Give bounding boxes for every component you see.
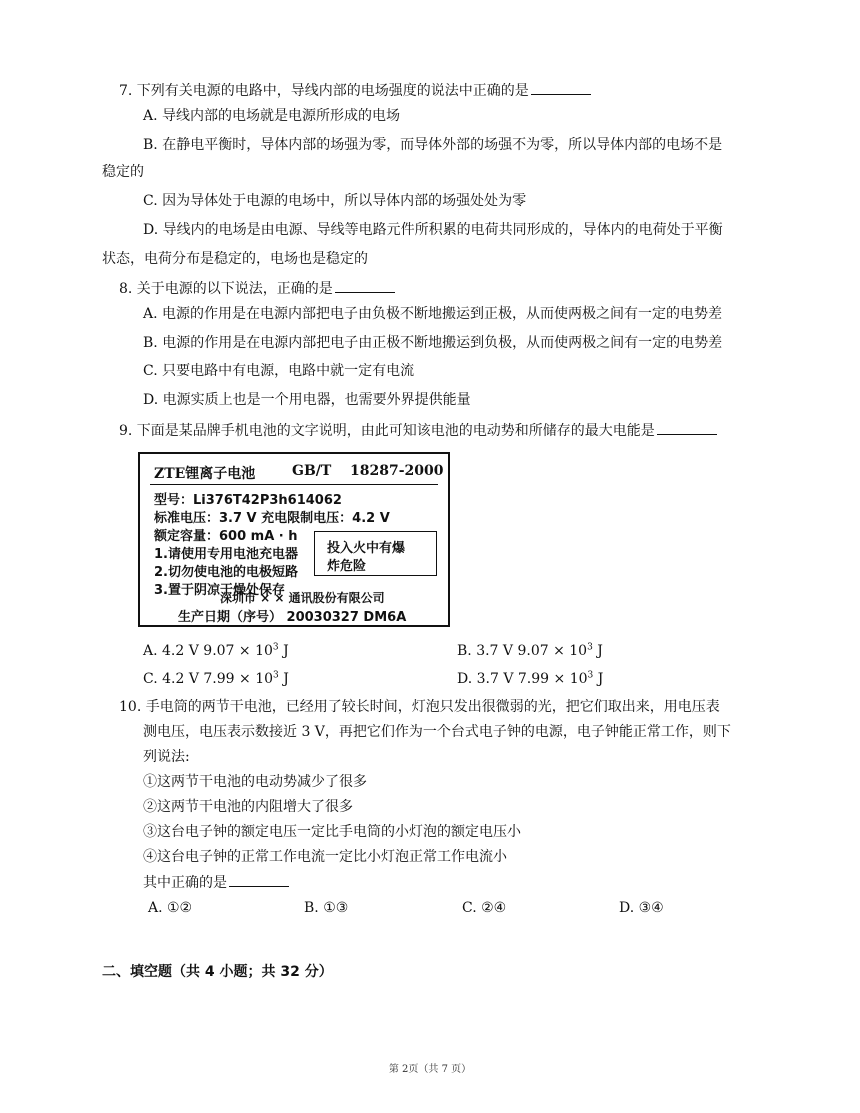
q9-option-b: B. 3.7 V $9.07 \times 10^3$ J xyxy=(457,642,603,659)
section-heading: 二、填空题（共 4 小题；共 32 分） xyxy=(102,964,333,980)
label-voltage: 标准电压：3.7 V 充电限制电压：4.2 V xyxy=(154,511,390,526)
label-standard: GB/T xyxy=(292,463,332,479)
q10-stem-line-3: 列说法: xyxy=(143,749,190,765)
answer-blank[interactable] xyxy=(657,420,717,435)
q10-option-d: D. ③④ xyxy=(619,900,664,916)
q8-option-c: C. 只要电路中有电源，电路中就一定有电流 xyxy=(143,363,415,379)
q8-option-d: D. 电源实质上也是一个用电器，也需要外界提供能量 xyxy=(143,392,471,408)
label-warning-box xyxy=(314,531,437,576)
label-note-1: 1.请使用专用电池充电器 xyxy=(154,547,298,562)
q7-option-b: B. 在静电平衡时，导体内部的场强为零，而导体外部的场强不为零，所以导体内部的电场不是 xyxy=(143,137,723,153)
q10-statement-2: ②这两节干电池的内阻增大了很多 xyxy=(143,799,353,815)
q9-stem: 9. 下面是某品牌手机电池的文字说明，由此可知该电池的电动势和所储存的最大电能是 xyxy=(119,420,717,441)
q7-option-c: C. 因为导体处于电源的电场中，所以导体内部的场强处处为零 xyxy=(143,193,527,209)
label-note-2: 2.切勿使电池的电极短路 xyxy=(154,565,298,580)
q9-option-d: D. 3.7 V $7.99 \times 10^3$ J xyxy=(457,670,604,687)
label-brand: ZTE锂离子电池 xyxy=(154,466,256,482)
label-note-3: 3.置于阴凉干燥处保存 xyxy=(154,583,285,598)
q10-statement-4: ④这台电子钟的正常工作电流一定比小灯泡正常工作电流小 xyxy=(143,849,507,865)
q10-option-c: C. ②④ xyxy=(462,900,507,916)
q9-option-a: A. 4.2 V $9.07 \times 10^3$ J xyxy=(143,642,289,659)
q8-stem: 8. 关于电源的以下说法，正确的是 xyxy=(119,278,395,299)
q7-stem: 7. 下列有关电源的电路中，导线内部的电场强度的说法中正确的是 xyxy=(119,80,591,101)
q10-statement-1: ①这两节干电池的电动势减少了很多 xyxy=(143,774,367,790)
battery-label xyxy=(138,452,450,627)
q10-option-b: B. ①③ xyxy=(304,900,349,916)
q7-option-b-cont: 稳定的 xyxy=(102,164,144,180)
label-warning-line-2: 炸危险 xyxy=(327,559,367,574)
q8-option-a: A. 电源的作用是在电源内部把电子由负极不断地搬运到正极，从而使两极之间有一定的电势差 xyxy=(143,306,723,322)
q8-option-b: B. 电源的作用是在电源内部把电子由正极不断地搬运到负极，从而使两极之间有一定的电势差 xyxy=(143,335,723,351)
label-model: 型号：Li376T42P3h614062 xyxy=(154,493,342,508)
q7-option-a: A. 导线内部的电场就是电源所形成的电场 xyxy=(143,108,401,124)
answer-blank[interactable] xyxy=(335,278,395,293)
label-capacity: 额定容量：600 mA · h xyxy=(154,529,298,544)
q9-option-c: C. 4.2 V $7.99 \times 10^3$ J xyxy=(143,670,289,687)
q10-prompt: 其中正确的是 xyxy=(143,872,289,893)
q10-stem-line-2: 测电压，电压表示数接近 3 V，再把它们作为一个台式电子钟的电源，电子钟能正常工作，则下 xyxy=(143,724,731,740)
q10-option-a: A. ①② xyxy=(148,900,193,916)
q7-option-d: D. 导线内的电场是由电源、导线等电路元件所积累的电荷共同形成的，导体内的电荷处于平衡 xyxy=(143,222,723,238)
label-divider xyxy=(150,484,438,485)
q7-option-d-cont: 状态，电荷分布是稳定的，电场也是稳定的 xyxy=(102,251,368,267)
label-maker: 深圳市 × × 通讯股份有限公司 xyxy=(220,591,385,605)
page-footer: 第 2页（共 7 页） xyxy=(388,1064,472,1075)
label-date: 生产日期（序号） 20030327 DM6A xyxy=(178,610,407,625)
answer-blank[interactable] xyxy=(229,872,289,887)
q10-statement-3: ③这台电子钟的额定电压一定比手电筒的小灯泡的额定电压小 xyxy=(143,824,521,840)
q10-stem-line-1: 10. 手电筒的两节干电池，已经用了较长时间，灯泡只发出很微弱的光，把它们取出来，用电压表 xyxy=(119,699,720,715)
label-warning-line-1: 投入火中有爆 xyxy=(327,541,406,556)
answer-blank[interactable] xyxy=(531,80,591,95)
label-standard-number: 18287-2000 xyxy=(350,463,444,479)
